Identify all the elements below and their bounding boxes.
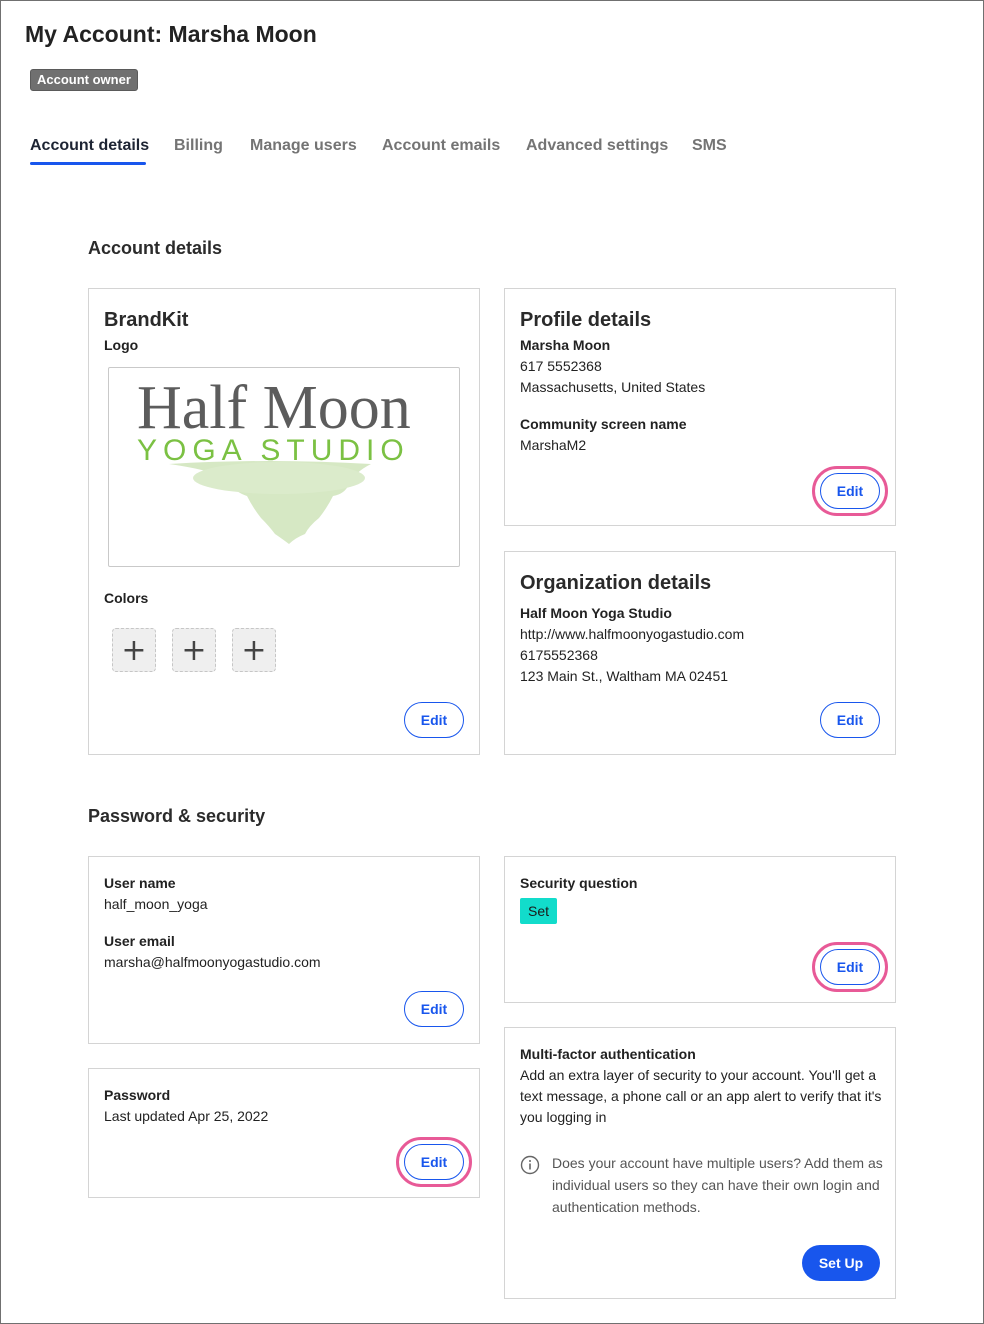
user-credentials-edit-button[interactable]: [404, 991, 464, 1027]
password-label: Password: [104, 1087, 171, 1103]
profile-details-title: Profile details: [520, 309, 652, 331]
community-screen-name-label: Community screen name: [520, 416, 687, 432]
mfa-card: [504, 1027, 896, 1299]
tab-manage-users[interactable]: Manage users: [250, 137, 357, 154]
info-icon: [520, 1155, 540, 1175]
password-last-updated: Last updated Apr 25, 2022: [104, 1108, 269, 1124]
add-color-button[interactable]: +: [172, 628, 216, 672]
community-screen-name: MarshaM2: [520, 437, 587, 453]
edit-label: Edit: [420, 1154, 448, 1170]
account-details-heading: Account details: [88, 238, 223, 258]
profile-location: Massachusetts, United States: [520, 379, 706, 395]
user-email-value: marsha@halfmoonyogastudio.com: [104, 954, 321, 970]
organization-edit-button[interactable]: [820, 702, 880, 738]
profile-name: Marsha Moon: [520, 337, 611, 353]
page-title: My Account: Marsha Moon: [25, 21, 317, 47]
mfa-setup-button[interactable]: Set Up: [802, 1245, 880, 1281]
password-card: [88, 1068, 480, 1198]
user-email-label: User email: [104, 933, 175, 949]
add-color-button[interactable]: +: [112, 628, 156, 672]
tab-advanced-settings[interactable]: Advanced settings: [526, 137, 669, 154]
logo-text-half-moon: Half Moon: [137, 374, 411, 442]
organization-address: 123 Main St., Waltham MA 02451: [520, 668, 729, 684]
tab-account-emails[interactable]: Account emails: [382, 137, 501, 154]
mfa-label: Multi-factor authentication: [520, 1046, 696, 1062]
user-credentials-card: [88, 856, 480, 1044]
edit-label: Edit: [836, 712, 864, 728]
password-edit-button[interactable]: [404, 1144, 464, 1180]
brand-logo[interactable]: [108, 367, 460, 567]
organization-details-card: [504, 551, 896, 755]
active-tab-indicator: [30, 162, 146, 165]
security-question-label: Security question: [520, 875, 638, 891]
tab-account-details[interactable]: Account details: [30, 137, 150, 154]
mfa-description: Add an extra layer of security to your account. You'll get a text message, a phone call or an app alert to verify that it's you logging in: [520, 1067, 882, 1125]
account-owner-badge: Account owner: [30, 69, 138, 91]
username-label: User name: [104, 875, 176, 891]
tab-sms[interactable]: SMS: [692, 137, 727, 154]
organization-details-title: Organization details: [520, 572, 712, 594]
edit-label: Edit: [836, 959, 864, 975]
profile-edit-button[interactable]: [820, 473, 880, 509]
edit-label: Edit: [420, 712, 448, 728]
brandkit-title: BrandKit: [104, 309, 189, 331]
edit-label: Edit: [836, 483, 864, 499]
mfa-info-text: Does your account have multiple users? Add them as individual users so they can have their own login and authentication methods.: [552, 1155, 883, 1215]
edit-label: Edit: [420, 1001, 448, 1017]
username-value: half_moon_yoga: [104, 896, 208, 912]
profile-details-card: [504, 288, 896, 526]
brandkit-edit-button[interactable]: [404, 702, 464, 738]
profile-phone: 617 5552368: [520, 358, 602, 374]
organization-phone: 6175552368: [520, 647, 598, 663]
tab-billing[interactable]: Billing: [174, 137, 223, 154]
add-color-button[interactable]: +: [232, 628, 276, 672]
logo-label: Logo: [104, 337, 139, 353]
brandkit-card: [88, 288, 480, 755]
security-question-edit-button[interactable]: [820, 949, 880, 985]
security-question-card: [504, 856, 896, 1003]
colors-label: Colors: [104, 590, 149, 606]
organization-name: Half Moon Yoga Studio: [520, 605, 672, 621]
password-security-heading: Password & security: [88, 806, 266, 826]
security-question-status-badge: Set: [520, 898, 557, 924]
organization-website: http://www.halfmoonyogastudio.com: [520, 626, 745, 642]
lotus-logo-graphic: [109, 368, 460, 567]
logo-text-yoga-studio: YOGA STUDIO: [137, 434, 410, 467]
